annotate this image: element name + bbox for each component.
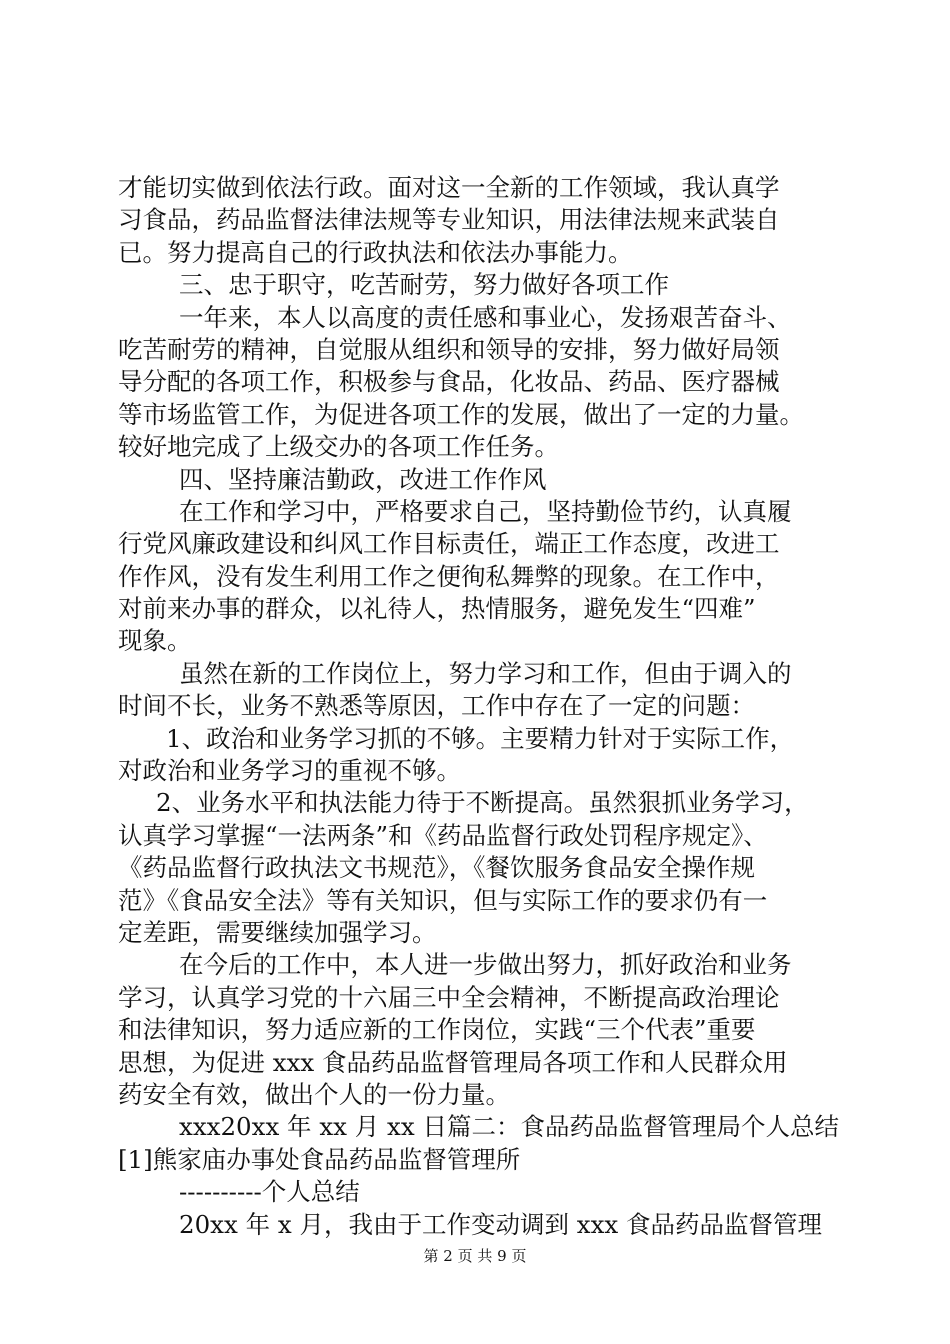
text-line: 吃苦耐劳的精神，自觉服从组织和领导的安排，努力做好局领: [118, 334, 780, 364]
section-heading: 四、坚持廉洁勤政，改进工作作风: [179, 464, 547, 494]
text-line: 导分配的各项工作，积极参与食品，化妆品、药品、医疗器械: [118, 367, 780, 397]
text-line: 学习，认真学习党的十六届三中全会精神，不断提高政治理论: [118, 982, 780, 1012]
text-line: xxx20xx 年 xx 月 xx 日篇二：食品药品监督管理局个人总结: [179, 1112, 839, 1142]
text-line: 时间不长，业务不熟悉等原因，工作中存在了一定的问题：: [118, 691, 755, 721]
text-line: 虽然在新的工作岗位上，努力学习和工作，但由于调入的: [179, 658, 792, 688]
text-line: 对政治和业务学习的重视不够。: [118, 756, 461, 786]
text-line: 和法律知识，努力适应新的工作岗位，实践“三个代表”重要: [118, 1015, 756, 1045]
text-line: 较好地完成了上级交办的各项工作任务。: [118, 432, 559, 462]
text-line: 《药品监督行政执法文书规范》，《餐饮服务食品安全操作规: [118, 853, 755, 883]
text-line: 定差距，需要继续加强学习。: [118, 917, 437, 947]
text-line: 对前来办事的群众，以礼待人，热情服务，避免发生“四难”: [118, 594, 756, 624]
text-line: 药安全有效，做出个人的一份力量。: [118, 1079, 510, 1109]
text-line: 现象。: [118, 626, 192, 656]
text-line: 在工作和学习中，严格要求自己，坚持勤俭节约，认真履: [179, 496, 792, 526]
text-line: 思想，为促进 xxx 食品药品监督管理局各项工作和人民群众用: [118, 1047, 788, 1077]
list-item: 2、业务水平和执法能力待于不断提高。虽然狠抓业务学习，: [156, 788, 809, 818]
text-line: 才能切实做到依法行政。面对这一全新的工作领域，我认真学: [118, 173, 780, 202]
text-line: [1]熊家庙办事处食品药品监督管理所: [118, 1144, 521, 1174]
text-line: 认真学习掌握“一法两条”和《药品监督行政处罚程序规定》、: [118, 820, 768, 850]
section-heading: 三、忠于职守，吃苦耐劳，努力做好各项工作: [179, 270, 669, 300]
text-line: 等市场监管工作，为促进各项工作的发展，做出了一定的力量。: [118, 399, 804, 429]
text-line: 20xx 年 x 月，我由于工作变动调到 xxx 食品药品监督管理: [179, 1209, 823, 1239]
text-line: 范》《食品安全法》等有关知识，但与实际工作的要求仍有一: [118, 885, 768, 915]
page-number: 第 2 页 共 9 页: [423, 1247, 527, 1265]
list-item: 1、政治和业务学习抓的不够。主要精力针对于实际工作，: [166, 723, 795, 753]
text-line: 行党风廉政建设和纠风工作目标责任，端正工作态度，改进工: [118, 529, 780, 559]
page-footer: [0, 1245, 950, 1266]
text-line: 已。努力提高自己的行政执法和依法办事能力。: [118, 237, 633, 267]
text-line: 习食品，药品监督法律法规等专业知识，用法律法规来武装自: [118, 205, 780, 235]
text-line: 一年来，本人以高度的责任感和事业心，发扬艰苦奋斗、: [179, 302, 792, 332]
text-line: 作作风，没有发生利用工作之便徇私舞弊的现象。在工作中，: [118, 561, 780, 591]
text-line: ----------个人总结: [179, 1177, 360, 1207]
document-body: [118, 172, 838, 1241]
text-line: 在今后的工作中，本人进一步做出努力，抓好政治和业务: [179, 950, 792, 980]
